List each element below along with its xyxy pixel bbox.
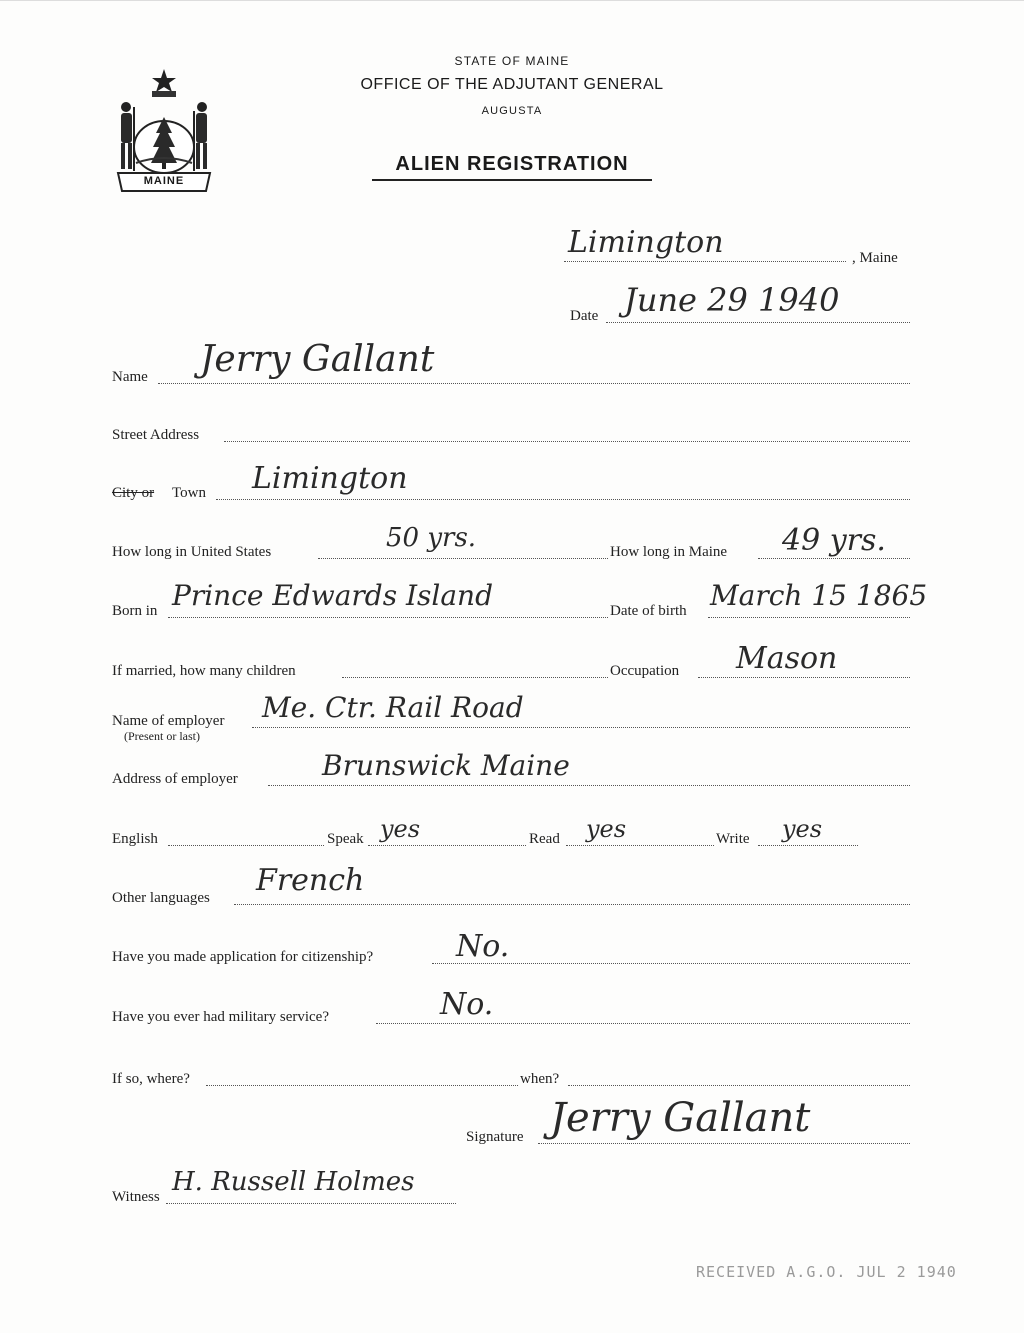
date-value[interactable]: June 29 1940	[624, 281, 840, 319]
other-languages-line	[234, 904, 910, 905]
occupation-line	[698, 677, 910, 678]
city-or-struck-label: City or	[112, 485, 155, 501]
us-duration-value[interactable]: 50 yrs.	[386, 523, 477, 553]
town-value[interactable]: Limington	[252, 461, 408, 496]
date-of-birth-label: Date of birth	[610, 603, 687, 619]
write-label: Write	[716, 831, 750, 847]
maine-duration-line	[758, 558, 910, 559]
witness-line	[166, 1203, 456, 1204]
read-label: Read	[529, 831, 560, 847]
children-line	[342, 677, 608, 678]
employer-address-label: Address of employer	[112, 771, 238, 787]
military-service-line	[376, 1023, 910, 1024]
born-in-label: Born in	[112, 603, 158, 619]
write-value[interactable]: yes	[782, 815, 823, 843]
where-label: If so, where?	[112, 1071, 190, 1087]
speak-label: Speak	[327, 831, 364, 847]
maine-duration-value[interactable]: 49 yrs.	[782, 523, 886, 558]
title-underline	[372, 179, 652, 181]
seal-banner-text: MAINE	[143, 175, 185, 187]
military-service-value[interactable]: No.	[440, 987, 494, 1022]
occupation-label: Occupation	[610, 663, 680, 679]
speak-line	[368, 845, 526, 846]
date-label: Date	[570, 308, 599, 324]
maine-duration-label: How long in Maine	[610, 544, 728, 560]
children-label: If married, how many children	[112, 663, 296, 679]
signature-label: Signature	[466, 1129, 524, 1145]
citizenship-label: Have you made application for citizenship?	[112, 949, 374, 965]
citizenship-value[interactable]: No.	[456, 929, 510, 964]
office-heading: OFFICE OF THE ADJUTANT GENERAL	[360, 76, 664, 93]
english-line	[168, 845, 324, 846]
place-value[interactable]: Limington	[568, 225, 724, 260]
other-languages-label: Other languages	[112, 890, 210, 906]
when-line	[568, 1085, 910, 1086]
name-label: Name	[112, 369, 148, 385]
write-line	[758, 845, 858, 846]
employer-label: Name of employer	[112, 713, 225, 729]
employer-address-value[interactable]: Brunswick Maine	[322, 749, 570, 782]
employer-address-line	[268, 785, 910, 786]
name-value[interactable]: Jerry Gallant	[200, 339, 435, 380]
town-label: Town	[172, 485, 206, 501]
date-line	[606, 322, 910, 323]
other-languages-value[interactable]: French	[256, 863, 365, 898]
name-line	[158, 383, 910, 384]
military-service-label: Have you ever had military service?	[112, 1009, 329, 1025]
where-line	[206, 1085, 518, 1086]
read-line	[566, 845, 714, 846]
state-heading: STATE OF MAINE	[454, 54, 570, 68]
street-address-line	[224, 441, 910, 442]
signature-line	[538, 1143, 910, 1144]
read-value[interactable]: yes	[586, 815, 627, 843]
witness-value[interactable]: H. Russell Holmes	[172, 1167, 415, 1197]
date-of-birth-line	[708, 617, 910, 618]
street-address-label: Street Address	[112, 427, 200, 443]
english-label: English	[112, 831, 158, 847]
date-of-birth-value[interactable]: March 15 1865	[710, 579, 928, 612]
received-stamp: RECEIVED A.G.O. JUL 2 1940	[696, 1263, 957, 1281]
us-duration-label: How long in United States	[112, 544, 272, 560]
born-in-line	[168, 617, 608, 618]
town-line	[216, 499, 910, 500]
when-label: when?	[520, 1071, 560, 1087]
employer-line	[252, 727, 910, 728]
us-duration-line	[318, 558, 608, 559]
city-heading: AUGUSTA	[481, 105, 543, 117]
maine-suffix-label: , Maine	[852, 250, 898, 266]
occupation-value[interactable]: Mason	[736, 641, 838, 676]
employer-sublabel: (Present or last)	[124, 729, 200, 743]
form-title: ALIEN REGISTRATION	[395, 153, 629, 175]
born-in-value[interactable]: Prince Edwards Island	[172, 579, 494, 612]
speak-value[interactable]: yes	[380, 815, 421, 843]
place-line	[564, 261, 846, 262]
employer-value[interactable]: Me. Ctr. Rail Road	[262, 691, 524, 724]
signature-value[interactable]: Jerry Gallant	[550, 1095, 811, 1141]
witness-label: Witness	[112, 1189, 160, 1205]
